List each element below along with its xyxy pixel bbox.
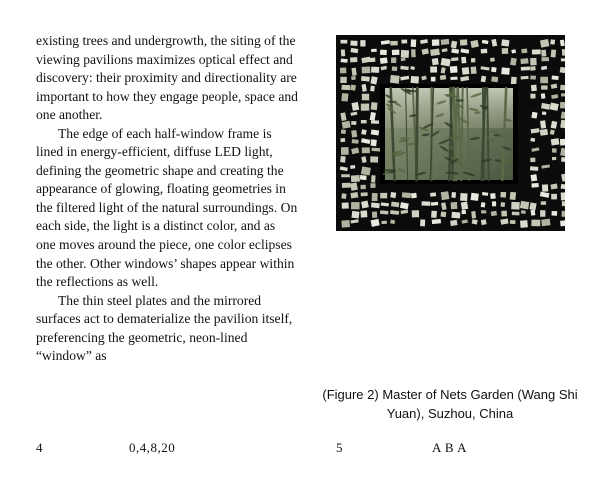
figure-caption: (Figure 2) Master of Nets Garden (Wang Shi Yuan), Suzhou, China xyxy=(322,387,578,421)
garden-window-photo xyxy=(336,35,565,231)
paragraph-3: The thin steel plates and the mirrored surfaces act to dematerialize the pavilion itself, preferencing the geometric, neon-lined “window” as xyxy=(36,292,293,364)
folio-left: 0,4,8,20 xyxy=(129,440,176,455)
paragraph-2: The edge of each half-window frame is lined in energy-efficient, diffuse LED light, defining the geometric shape and creating the appearance of glowing, floating geometries in the filtered light of the natural surroundings. On each side, the light is a distinct color, and as one moves around the piece, one color eclipses the other. Other windows’ shapes appear within the reflections as well. xyxy=(36,125,298,290)
page-number-left: 4 xyxy=(36,440,43,455)
page-number-right: 5 xyxy=(336,440,343,455)
bamboo-view xyxy=(382,87,513,180)
paragraph-1: existing trees and undergrowth, the siting of the viewing pavilions maximizes optical effect and discovery: their proximity and directionality are important to how they engage people, space and one another. xyxy=(36,33,298,123)
body-text xyxy=(36,32,298,366)
folio-right: A B A xyxy=(432,440,468,455)
lattice-window-image xyxy=(336,35,565,231)
